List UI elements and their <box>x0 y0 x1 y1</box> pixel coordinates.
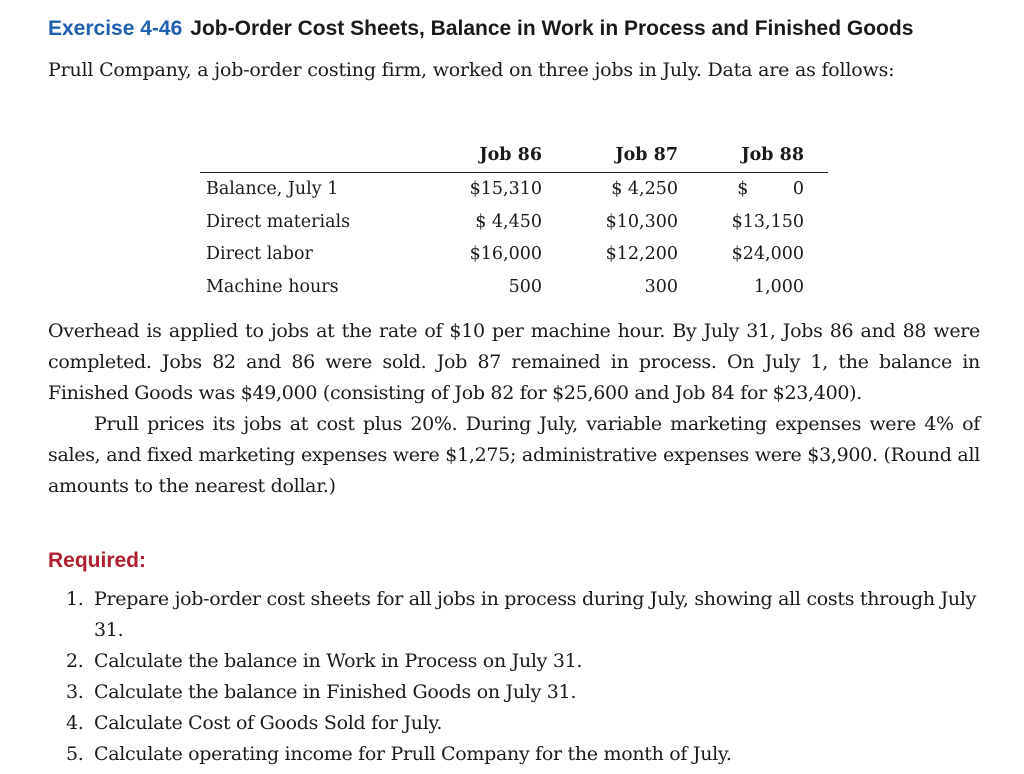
list-item <box>48 584 980 646</box>
item-text: Prepare job-order cost sheets for all jobs in process during July, showing all costs through July 31. <box>94 588 977 641</box>
item-number: 1. <box>66 588 84 610</box>
list-item <box>48 708 980 739</box>
table-row <box>200 206 828 239</box>
table-header-row <box>200 138 828 173</box>
exercise-page <box>48 14 980 765</box>
intro-text: Prull Company, a job-order costing firm, worked on three jobs in July. Data are as follows: <box>48 59 895 81</box>
list-item <box>48 739 980 770</box>
header-job-88: Job 88 <box>678 138 804 173</box>
cell-value: $12,200 <box>605 244 678 265</box>
table-row <box>200 271 828 304</box>
cell-value: $ 0 <box>737 179 804 200</box>
list-item <box>48 646 980 677</box>
row-label: Machine hours <box>206 276 339 297</box>
item-text: Calculate Cost of Goods Sold for July. <box>94 712 443 734</box>
required-heading: Required: <box>48 549 147 572</box>
exercise-number: Exercise 4-46 <box>48 17 183 40</box>
paragraph-pricing: Prull prices its jobs at cost plus 20%. During July, variable marketing expenses were 4% of sales, and fixed marketing expenses were $1,275; administrative expenses were $3,900. (Round all amounts to the nearest dollar.) <box>48 413 980 497</box>
item-text: Calculate the balance in Finished Goods on July 31. <box>94 681 577 703</box>
cell-value: $10,300 <box>605 211 678 232</box>
cell-value: $ 4,450 <box>475 211 542 232</box>
cell-value: 300 <box>644 276 678 297</box>
cell-value: $24,000 <box>731 244 804 265</box>
exercise-heading <box>48 14 980 44</box>
header-blank <box>200 138 412 173</box>
required-list <box>48 584 980 770</box>
header-job-87: Job 87 <box>542 138 678 173</box>
job-data-table <box>200 138 828 303</box>
list-item <box>48 677 980 708</box>
row-label: Direct labor <box>206 244 313 265</box>
header-gutter <box>804 138 828 173</box>
exercise-title: Job-Order Cost Sheets, Balance in Work in Process and Finished Goods <box>190 17 914 40</box>
row-label: Direct materials <box>206 211 351 232</box>
cell-value: $15,310 <box>469 179 542 200</box>
item-text: Calculate the balance in Work in Process on July 31. <box>94 650 583 672</box>
table-row <box>200 238 828 271</box>
item-number: 2. <box>66 650 84 672</box>
row-label: Balance, July 1 <box>206 179 339 200</box>
cell-value: $16,000 <box>469 244 542 265</box>
item-number: 3. <box>66 681 84 703</box>
paragraph-overhead: Overhead is applied to jobs at the rate of $10 per machine hour. By July 31, Jobs 86 and 88 were completed. Jobs 82 and 86 were sold. Job 87 remained in process. On July 1, the balance in Finished Goods was $49,000 (consisting of Job 82 for $25,600 and Job 84 for $23,400). <box>48 320 980 404</box>
item-number: 4. <box>66 712 84 734</box>
cell-value: 500 <box>508 276 542 297</box>
header-job-86: Job 86 <box>412 138 542 173</box>
cell-value: $ 4,250 <box>611 179 678 200</box>
table-row <box>200 173 828 206</box>
problem-description <box>48 316 980 502</box>
item-text: Calculate operating income for Prull Company for the month of July. <box>94 743 732 765</box>
cell-value: 1,000 <box>753 276 804 297</box>
item-number: 5. <box>66 743 84 765</box>
cell-value: $13,150 <box>731 211 804 232</box>
